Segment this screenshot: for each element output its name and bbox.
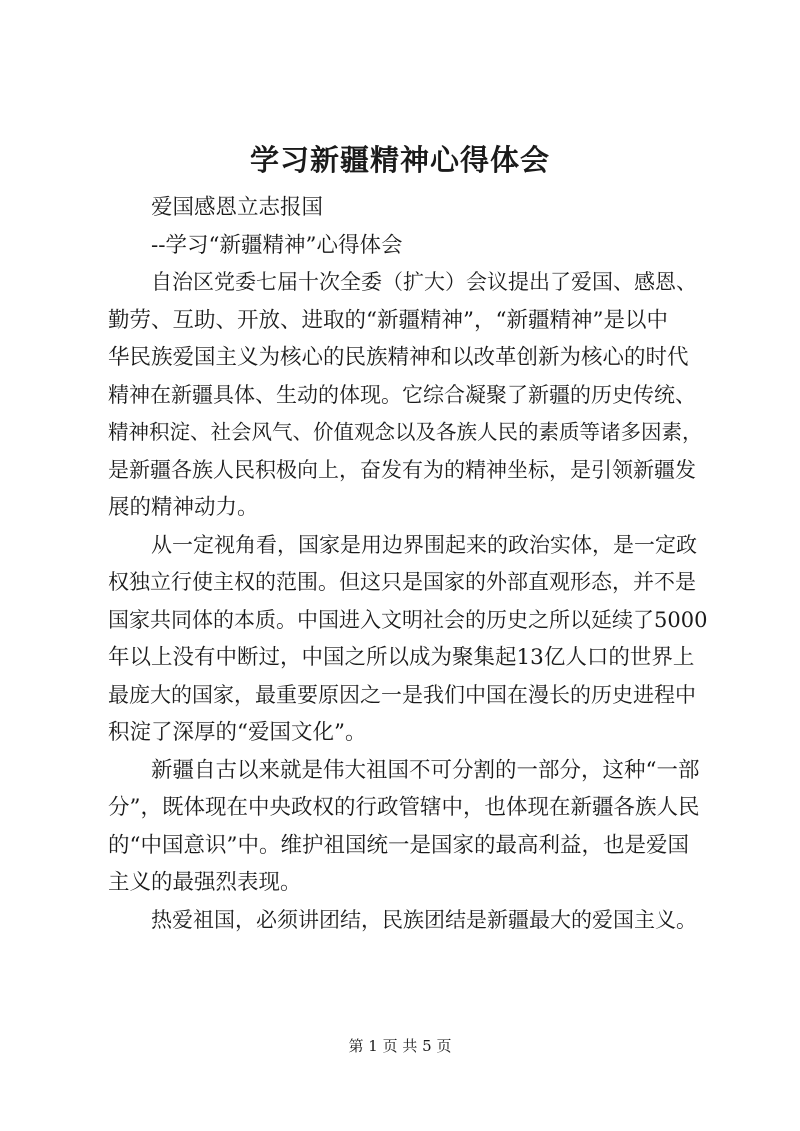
- paragraph: [108, 902, 708, 940]
- paragraph-line: 精神积淀、社会风气、价值观念以及各族人民的素质等诸多因素，: [108, 420, 703, 444]
- page-footer: 第 1 页 共 5 页: [348, 1037, 452, 1055]
- paragraph-line: 热爱祖国，必须讲团结，民族团结是新疆最大的爱国主义。: [151, 907, 697, 932]
- paragraph-line: 展的精神动力。: [108, 495, 259, 520]
- paragraph-line: 权独立行使主权的范围。但这只是国家的外部直观形态，并不是: [108, 570, 696, 594]
- paragraph-line: 积淀了深厚的“爱国文化”。: [108, 720, 367, 745]
- document-title: 学习新疆精神心得体会: [249, 143, 550, 177]
- document-body: [108, 189, 708, 939]
- paragraph-line: 分”，既体现在中央政权的行政管辖中，也体现在新疆各族人民: [108, 795, 700, 820]
- paragraph-line: 主义的最强烈表现。: [108, 870, 302, 895]
- paragraph-line: 最庞大的国家，最重要原因之一是我们中国在漫长的历史进程中: [108, 682, 696, 707]
- paragraph-line: 精神在新疆具体、生动的体现。它综合凝聚了新疆的历史传统、: [108, 382, 696, 407]
- paragraph-line: 国家共同体的本质。中国进入文明社会的历史之所以延续了5000: [108, 607, 708, 632]
- paragraph-line: 自治区党委七届十次全委（扩大）会议提出了爱国、感恩、: [151, 270, 697, 294]
- paragraph-line: 年以上没有中断过，中国之所以成为聚集起13亿人口的世界上: [108, 645, 695, 670]
- subtitle-secondary: --学习“新疆精神”心得体会: [151, 232, 403, 258]
- paragraph: [108, 752, 708, 902]
- paragraph-line: 从一定视角看，国家是用边界围起来的政治实体，是一定政: [151, 532, 697, 557]
- subtitle: 爱国感恩立志报国: [151, 195, 324, 220]
- paragraph-line: 勤劳、互助、开放、进取的“新疆精神”，“新疆精神”是以中: [108, 307, 668, 333]
- paragraph-line: 的“中国意识”中。维护祖国统一是国家的最高利益，也是爱国: [108, 832, 689, 858]
- paragraph-line: 是新疆各族人民积极向上，奋发有为的精神坐标，是引领新疆发: [108, 457, 696, 482]
- paragraph-line: 新疆自古以来就是伟大祖国不可分割的一部分，这种“一部: [151, 757, 700, 783]
- paragraph: [108, 264, 708, 527]
- paragraph: [108, 527, 708, 752]
- paragraph-line: 华民族爱国主义为核心的民族精神和以改革创新为核心的时代: [108, 345, 689, 370]
